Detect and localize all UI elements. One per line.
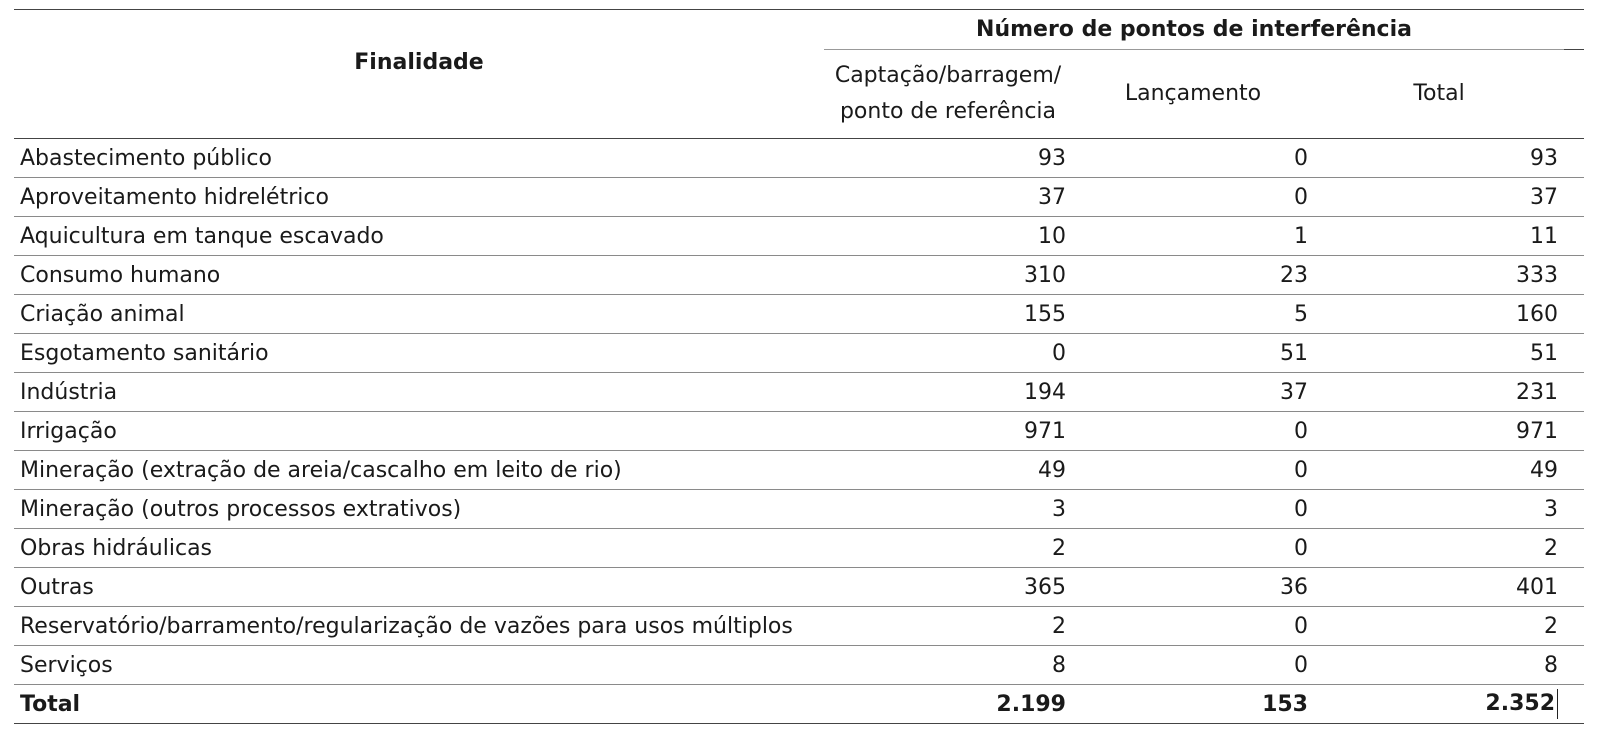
header-lancamento: Lançamento [1072,50,1314,139]
row-total: 8 [1314,646,1564,685]
row-captacao: 10 [824,217,1072,256]
interference-points-table [14,9,1584,724]
header-captacao-line1: Captação/barragem/ [834,63,1062,88]
row-lancamento: 0 [1072,646,1314,685]
table-row [14,373,1584,412]
row-finalidade: Criação animal [14,295,824,334]
row-total: 231 [1314,373,1564,412]
data-table-container [14,9,1584,724]
table-row [14,451,1584,490]
row-captacao: 49 [824,451,1072,490]
row-total: 51 [1314,334,1564,373]
table-row [14,568,1584,607]
row-finalidade: Mineração (outros processos extrativos) [14,490,824,529]
row-captacao: 2 [824,607,1072,646]
row-captacao: 8 [824,646,1072,685]
row-total: 37 [1314,178,1564,217]
row-finalidade: Serviços [14,646,824,685]
row-lancamento: 0 [1072,178,1314,217]
row-lancamento: 5 [1072,295,1314,334]
table-row [14,412,1584,451]
row-lancamento: 23 [1072,256,1314,295]
row-total: 160 [1314,295,1564,334]
row-captacao: 0 [824,334,1072,373]
row-finalidade: Mineração (extração de areia/cascalho em leito de rio) [14,451,824,490]
table-row [14,256,1584,295]
row-finalidade: Aquicultura em tanque escavado [14,217,824,256]
table-total-row [14,685,1584,724]
row-lancamento: 0 [1072,490,1314,529]
table-row [14,178,1584,217]
row-lancamento: 0 [1072,529,1314,568]
table-row [14,334,1584,373]
table-row [14,217,1584,256]
total-row-captacao: 2.199 [824,685,1072,724]
row-finalidade: Irrigação [14,412,824,451]
row-finalidade: Indústria [14,373,824,412]
row-total: 49 [1314,451,1564,490]
row-finalidade: Obras hidráulicas [14,529,824,568]
table-row [14,139,1584,178]
row-lancamento: 0 [1072,607,1314,646]
row-total: 2 [1314,529,1564,568]
row-total: 11 [1314,217,1564,256]
row-total: 971 [1314,412,1564,451]
header-captacao-line2: ponto de referência [839,99,1057,124]
row-captacao: 2 [824,529,1072,568]
row-total: 333 [1314,256,1564,295]
row-total: 2 [1314,607,1564,646]
table-body [14,139,1584,724]
total-row-total: 2.352 [1314,685,1564,724]
row-captacao: 155 [824,295,1072,334]
table-row [14,295,1584,334]
header-captacao [824,50,1072,139]
table-row [14,607,1584,646]
row-finalidade: Aproveitamento hidrelétrico [14,178,824,217]
header-finalidade: Finalidade [14,10,824,139]
row-lancamento: 51 [1072,334,1314,373]
header-total: Total [1314,50,1564,139]
row-finalidade: Reservatório/barramento/regularização de vazões para usos múltiplos [14,607,824,646]
header-group-title: Número de pontos de interferência [824,10,1564,50]
row-total: 3 [1314,490,1564,529]
row-total: 93 [1314,139,1564,178]
table-header [14,10,1584,139]
row-captacao: 365 [824,568,1072,607]
row-captacao: 3 [824,490,1072,529]
row-finalidade: Esgotamento sanitário [14,334,824,373]
row-lancamento: 0 [1072,451,1314,490]
row-lancamento: 37 [1072,373,1314,412]
table-row [14,646,1584,685]
table-row [14,490,1584,529]
row-finalidade: Abastecimento público [14,139,824,178]
row-captacao: 93 [824,139,1072,178]
row-lancamento: 36 [1072,568,1314,607]
text-cursor [1557,689,1558,719]
row-lancamento: 0 [1072,139,1314,178]
row-captacao: 194 [824,373,1072,412]
total-row-lancamento: 153 [1072,685,1314,724]
row-captacao: 310 [824,256,1072,295]
row-finalidade: Outras [14,568,824,607]
row-total: 401 [1314,568,1564,607]
row-captacao: 37 [824,178,1072,217]
table-row [14,529,1584,568]
row-lancamento: 0 [1072,412,1314,451]
total-row-label: Total [14,685,824,724]
row-lancamento: 1 [1072,217,1314,256]
row-captacao: 971 [824,412,1072,451]
row-finalidade: Consumo humano [14,256,824,295]
